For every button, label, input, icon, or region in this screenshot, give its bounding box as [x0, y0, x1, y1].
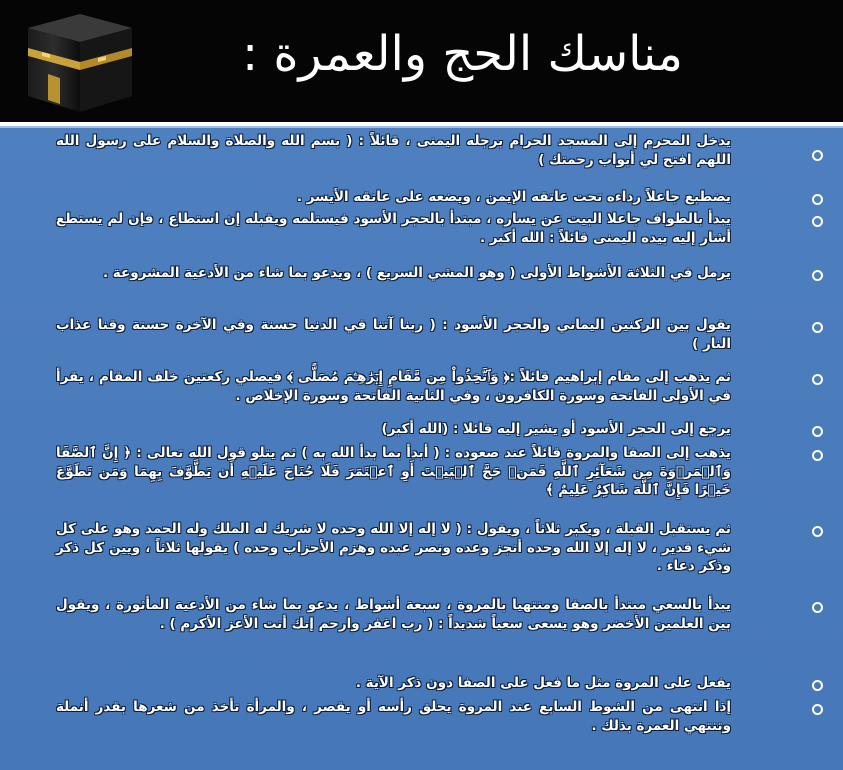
bullet-icon — [812, 526, 823, 537]
list-item: يقول بين الركنين اليماني والحجر الأسود : ( ربنا آتنا في الدنيا حسنة وفي الآخرة حسنة وقنا عذاب النار ) — [0, 316, 843, 368]
list-item: يضطبع جاعلاً رداءه تحت عاتقه الإيمن ، ويضعه على عاتقه الأيسر . — [0, 188, 843, 210]
list-item: يفعل على المروة مثل ما فعل على الصفا دون ذكر الآية . — [0, 674, 843, 698]
bullet-icon — [812, 216, 823, 227]
list-item: ثم يذهب إلى مقام إبراهيم قائلاً :﴿ وَٱتَّخِذُواْ مِن مَّقَامِ إِبۡرَٰهِـۧمَ مُصَلًّى ﴾ فيصلي ركعتين خلف المقام ، يقرأ في الأولى الفاتحة وسورة الكافرون ، وفي الثانية الفاتحة وسورة الإخلاص . — [0, 368, 843, 420]
bullet-icon — [812, 602, 823, 613]
rituals-panel — [0, 126, 843, 770]
bullet-icon — [812, 426, 823, 437]
bullet-icon — [812, 374, 823, 385]
list-item: إذا انتهى من الشوط السابع عند المروة يحلق رأسه أو يقصر ، والمرأة تأخذ من شعرها بقدر أنملة وتنتهي العمرة بذلك . — [0, 698, 843, 744]
bullet-icon — [812, 270, 823, 281]
bullet-icon — [812, 322, 823, 333]
list-item: يدخل المحرم إلى المسجد الحرام برجله اليمنى ، قائلاً : ( بسم الله والصلاة والسلام على رسول الله اللهم افتح لي أبواب رحمتك ) — [0, 132, 843, 188]
kaaba-icon — [20, 8, 140, 118]
bullet-icon — [812, 704, 823, 715]
page-title: مناسك الحج والعمرة : — [241, 26, 683, 82]
bullet-icon — [812, 194, 823, 205]
bullet-icon — [812, 450, 823, 461]
list-item: ثم يستقبل القبلة ، ويكبر ثلاثاً ، ويقول : ( لا إله إلا الله وحده لا شريك له الملك وله الحمد وهو على كل شيء قدير ، لا إله إلا الله وحده أنجز وعده ونصر عبده وهزم الأحزاب وحده ) يقولها ثلاثاً ، ويين كل ذكر وذكر دعاء . — [0, 520, 843, 596]
list-item: يرمل في الثلاثة الأشواط الأولى ( وهو المشي السريع ) ، ويدعو بما شاء من الأدعية المشروعة . — [0, 264, 843, 316]
rituals-list — [0, 132, 843, 744]
bullet-icon — [812, 680, 823, 691]
list-item: يذهب إلى الصفا والمروة قائلاً عند صعوده : ( أبدأ بما بدأ الله به ) ثم يتلو قول الله تعالى : ﴿ إِنَّ ٱلصَّفَا وَٱلۡمَرۡوَةَ مِن شَعَآئِرِ ٱللَّهِ فَمَنۡ حَجَّ ٱلۡبَيۡتَ أَوِ ٱعۡتَمَرَ فَلَا جُنَاحَ عَلَيۡهِ أَن يَطَّوَّفَ بِهِمَا وَمَن تَطَوَّعَ خَيۡرًا فَإِنَّ ٱللَّهَ شَاكِرٌ عَلِيمٌ ﴾ — [0, 444, 843, 520]
header-bar — [0, 0, 843, 122]
bullet-icon — [812, 150, 823, 161]
list-item: يبدأ بالسعي مبتدأ بالصفا ومنتهيا بالمروة ، سبعة أشواط ، يدعو بما شاء من الأدعية المأثورة ، ويقول بين العلمين الأخضر وهو يسعى سعياً شديداً : ( رب اغفر وارحم إنك أنت الأعز الأكرم ) . — [0, 596, 843, 674]
list-item: يرجع إلى الحجر الأسود أو يشير إليه قائلا : (الله أكبر) — [0, 420, 843, 444]
list-item: يبدأ بالطواف جاعلا البيت عن يساره ، مبتدأ بالحجر الأسود فيستلمه ويقبله إن استطاع ، فإن لم يستطع أشار إليه بيده اليمنى قائلاً : الله أكبر . — [0, 210, 843, 264]
